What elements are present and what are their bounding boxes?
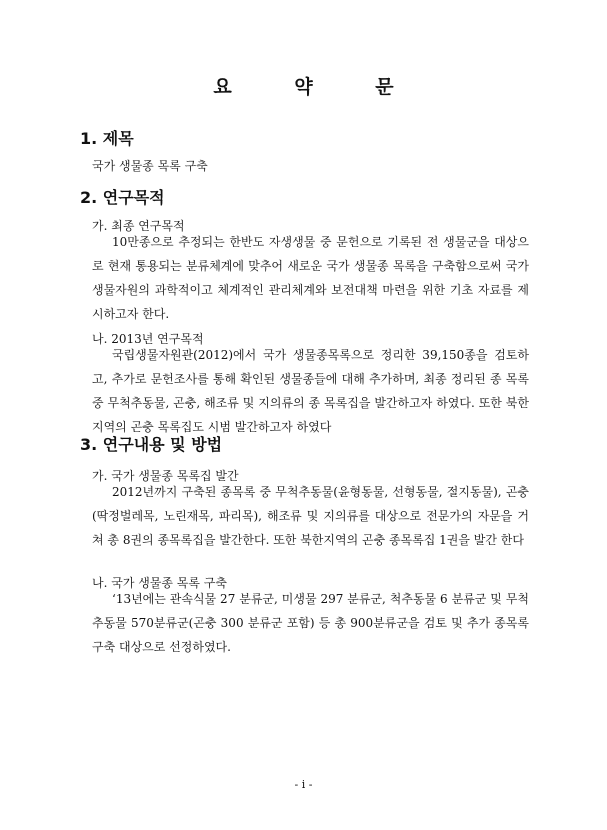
paragraph-final-purpose: 10만종으로 추정되는 한반도 자생생물 중 문헌으로 기록된 전 생물군을 대상으로 현재 통용되는 분류체계에 맞추어 새로운 국가 생물종 목록을 구축함으로써 국가 생물자원의 과학적이고 체계적인 관리체계와 보전대책 마련을 위한 기초 자료를 제시하고자 한다.: [92, 235, 529, 321]
paragraph-construction: ‘13년에는 관속식물 27 분류군, 미생물 297 분류군, 척추동물 6 분류군 및 무척추동물 570분류군(곤충 300 분류군 포함) 등 총 900분류군을 검토 및 추가 종목록 구축 대상으로 선정하였다.: [92, 592, 529, 654]
subsection-heading-publication: 가. 국가 생물종 목록집 발간: [92, 469, 239, 483]
section-heading-purpose: 2. 연구목적: [80, 188, 165, 207]
page-number: - i -: [294, 778, 313, 791]
project-title-text: 국가 생물종 목록 구축: [92, 159, 208, 173]
section-heading-methods: 3. 연구내용 및 방법: [80, 435, 223, 454]
subsection-heading-final-purpose: 가. 최종 연구목적: [92, 219, 185, 233]
subsection-heading-construction: 나. 국가 생물종 목록 구축: [92, 576, 227, 590]
paragraph-publication: 2012년까지 구축된 종목록 중 무척추동물(윤형동물, 선형동물, 절지동물), 곤충(딱정벌레목, 노린재목, 파리목), 해조류 및 지의류를 대상으로 전문가의 자문을 거쳐 총 8권의 종목록집을 발간한다. 또한 북한지역의 곤충 종목록집 1권을 발간 한다: [92, 485, 529, 547]
document-title: 요 약 문: [213, 76, 422, 98]
subsection-heading-2013-purpose: 나. 2013년 연구목적: [92, 332, 204, 346]
paragraph-2013-purpose: 국립생물자원관(2012)에서 국가 생물종목록으로 정리한 39,150종을 검토하고, 추가로 문헌조사를 통해 확인된 생물종들에 대해 추가하며, 최종 정리된 종 목록 중 무척추동물, 곤충, 해조류 및 지의류의 종 목록집을 발간하고자 하였다. 또한 북한지역의 곤충 목록집도 시범 발간하고자 하였다: [92, 348, 529, 434]
section-heading-title: 1. 제목: [80, 129, 134, 148]
